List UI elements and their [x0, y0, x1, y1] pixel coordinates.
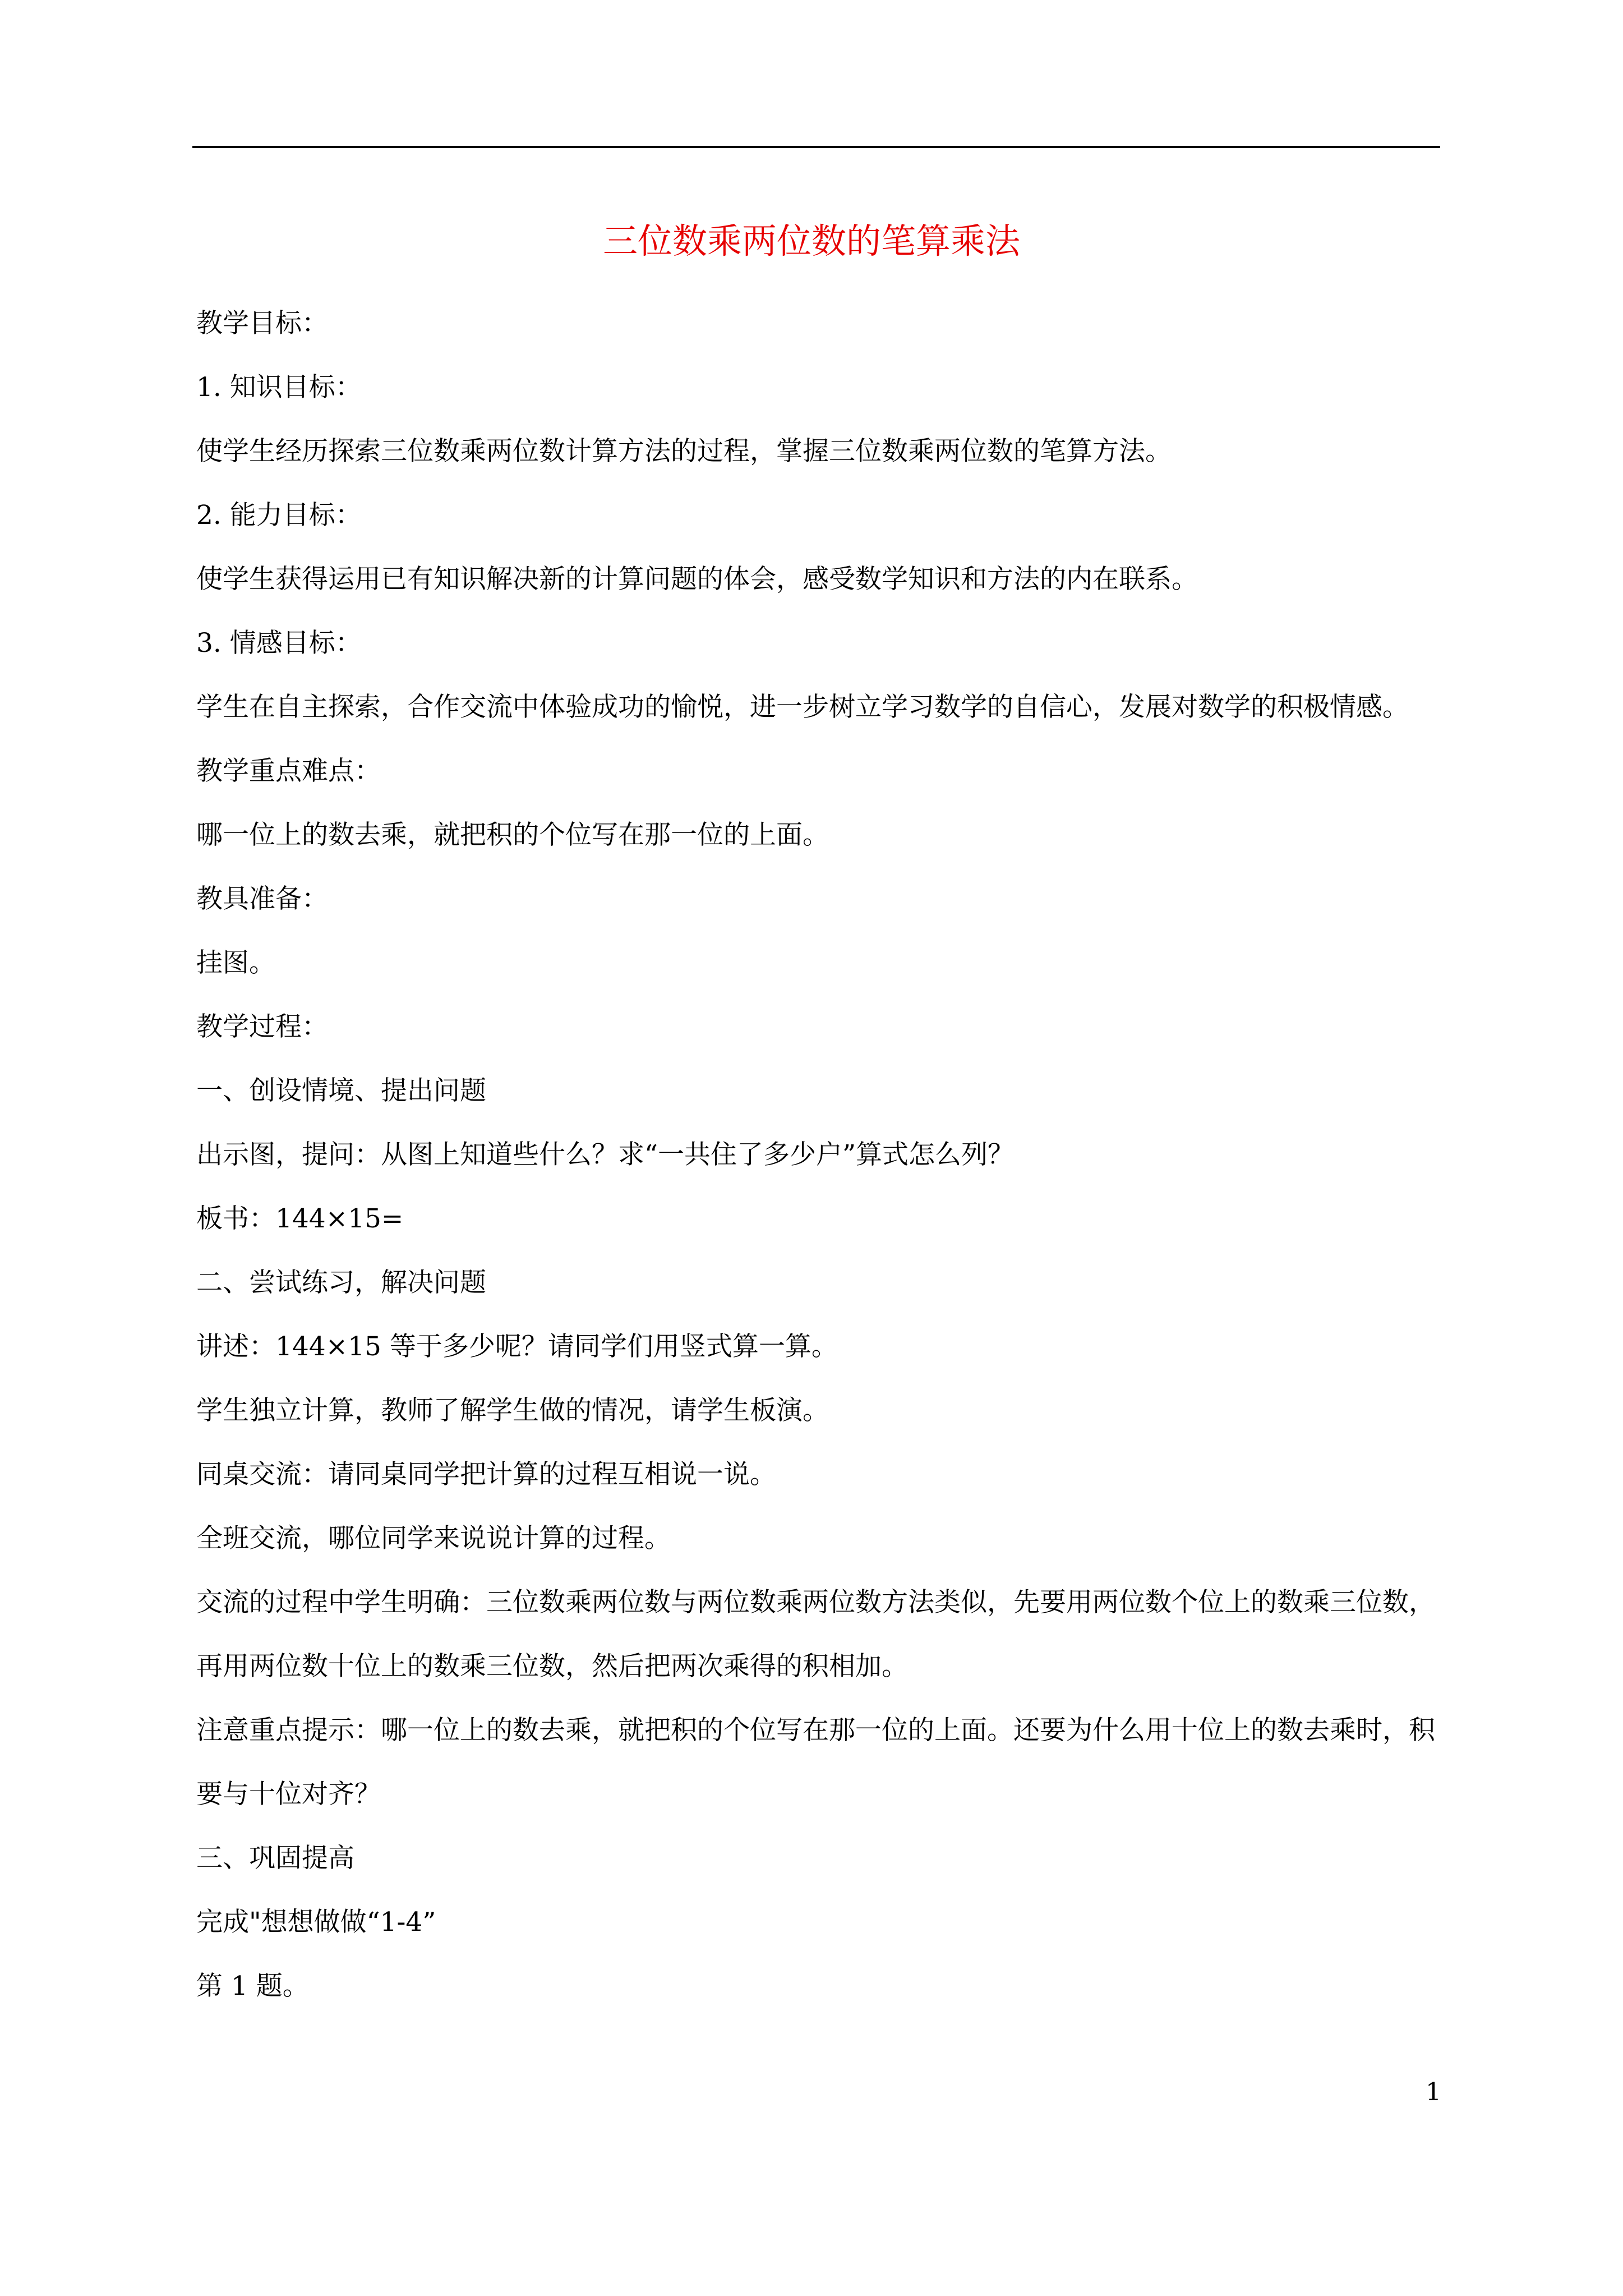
paragraph-key-difficulty-heading: 教学重点难点：	[196, 756, 381, 786]
paragraph-question-one: 第 1 题。	[196, 1971, 309, 2001]
paragraph-knowledge-goal: 使学生经历探索三位数乘两位数计算方法的过程，掌握三位数乘两位数的笔算方法。	[196, 436, 1172, 467]
paragraph-key-reminder: 注意重点提示：哪一位上的数去乘，就把积的个位写在那一位的上面。还要为什么用十位上的数去乘时，积要与十位对齐？	[196, 1715, 1435, 1810]
paragraph-knowledge-goal-heading: 1. 知识目标：	[196, 372, 362, 403]
paragraph-process-heading: 教学过程：	[196, 1011, 328, 1042]
paragraph-teaching-goals-heading: 教学目标：	[196, 308, 328, 339]
page-number: 1	[1426, 2078, 1441, 2106]
paragraph-ability-goal-heading: 2. 能力目标：	[196, 500, 362, 531]
paragraph-deskmate-exchange: 同桌交流：请同桌同学把计算的过程互相说一说。	[196, 1459, 776, 1490]
paragraph-key-difficulty: 哪一位上的数去乘，就把积的个位写在那一位的上面。	[196, 820, 829, 850]
paragraph-exchange-conclusion: 交流的过程中学生明确：三位数乘两位数与两位数乘两位数方法类似，先要用两位数个位上的数乘三位数，再用两位数十位上的数乘三位数，然后把两次乘得的积相加。	[196, 1587, 1435, 1682]
paragraph-section-three-heading: 三、巩固提高	[196, 1843, 354, 1874]
paragraph-ability-goal: 使学生获得运用已有知识解决新的计算问题的体会，感受数学知识和方法的内在联系。	[196, 564, 1198, 595]
header-rule	[192, 146, 1440, 148]
paragraph-exercise-task: 完成"想想做做“1-4”	[196, 1907, 436, 1938]
paragraph-independent-calculation: 学生独立计算，教师了解学生做的情况，请学生板演。	[196, 1395, 829, 1426]
document-body	[196, 292, 1444, 2018]
paragraph-emotion-goal: 学生在自主探索，合作交流中体验成功的愉悦，进一步树立学习数学的自信心，发展对数学的积极情感。	[196, 692, 1409, 723]
document-title: 三位数乘两位数的笔算乘法	[602, 220, 1020, 261]
paragraph-show-picture: 出示图，提问：从图上知道些什么？求“一共住了多少户”算式怎么列？	[196, 1139, 1015, 1170]
paragraph-blackboard: 板书：144×15=	[196, 1203, 404, 1234]
paragraph-section-one-heading: 一、创设情境、提出问题	[196, 1075, 486, 1106]
paragraph-materials-heading: 教具准备：	[196, 884, 328, 914]
paragraph-materials: 挂图。	[196, 947, 275, 978]
paragraph-section-two-heading: 二、尝试练习，解决问题	[196, 1267, 486, 1298]
paragraph-narration: 讲述：144×15 等于多少呢？请同学们用竖式算一算。	[196, 1331, 838, 1362]
paragraph-emotion-goal-heading: 3. 情感目标：	[196, 628, 362, 659]
paragraph-class-exchange: 全班交流，哪位同学来说说计算的过程。	[196, 1523, 671, 1554]
